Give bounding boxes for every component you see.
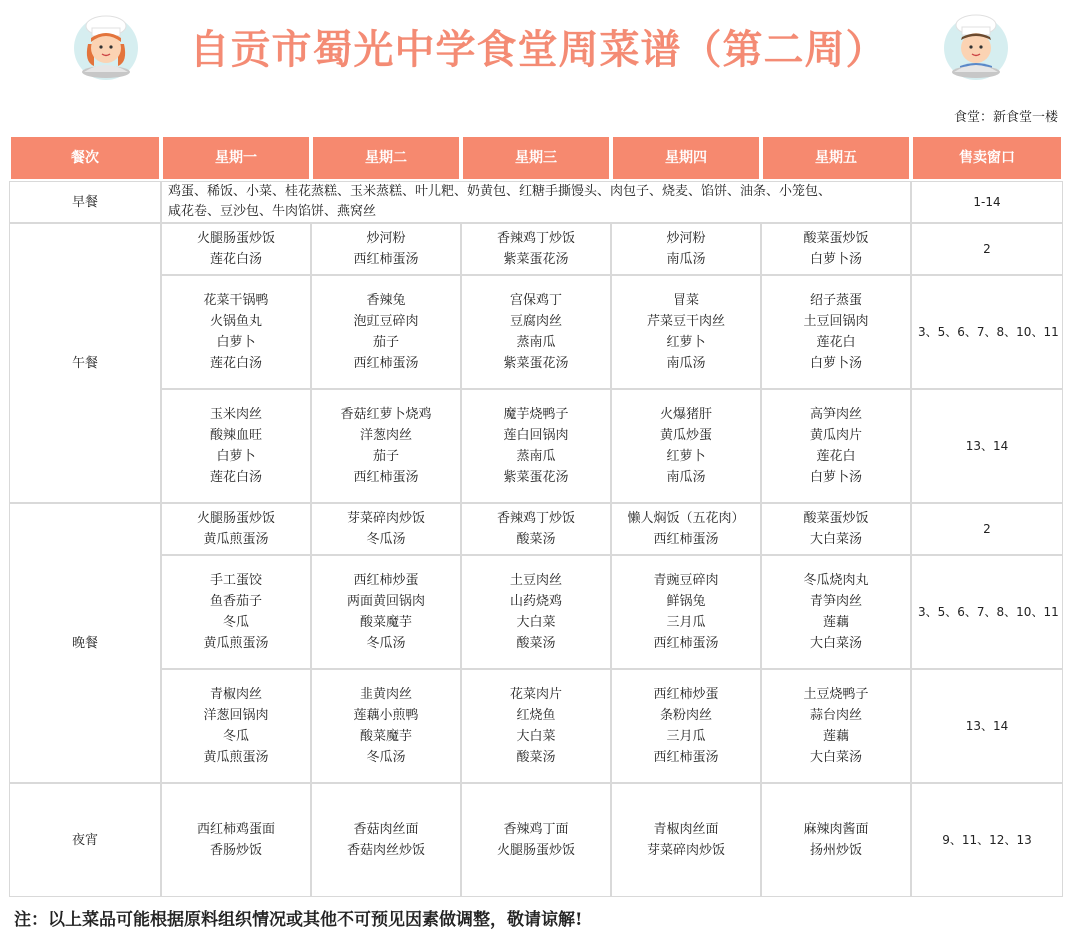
dinner-row	[9, 555, 1063, 669]
dish: 芹菜豆干肉丝	[646, 314, 725, 329]
dish: 茄子	[372, 449, 399, 464]
column-header-monday: 星期一	[161, 135, 311, 181]
dish-cell	[311, 503, 461, 555]
dish: 冒菜	[672, 293, 699, 308]
dish: 黄瓜炒蛋	[659, 428, 712, 443]
dish: 莲藕	[822, 615, 849, 630]
dish: 酸菜汤	[516, 636, 556, 651]
dish: 西红柿蛋汤	[353, 470, 419, 485]
dish: 冬瓜汤	[366, 532, 406, 547]
breakfast-items-line: 咸花卷、豆沙包、牛肉馅饼、燕窝丝	[168, 204, 377, 219]
dish: 莲花白	[816, 335, 856, 350]
page-title: 自贡市蜀光中学食堂周菜谱（第二周）	[189, 27, 887, 73]
meal-label-lunch: 午餐	[9, 223, 161, 503]
dish: 南瓜汤	[666, 470, 706, 485]
footer-note: 注：以上菜品可能根据原料组织情况或其他不可预见因素做调整，敬请谅解!	[14, 910, 583, 930]
dish: 鲜锅兔	[666, 594, 706, 609]
dish: 火锅鱼丸	[209, 314, 262, 329]
dish: 西红柿蛋汤	[653, 750, 719, 765]
dish: 西红柿蛋汤	[653, 532, 719, 547]
dish: 红烧鱼	[516, 708, 556, 723]
dish: 香辣鸡丁炒饭	[496, 231, 575, 246]
dish: 洋葱回锅肉	[203, 708, 269, 723]
dish-cell	[161, 389, 311, 503]
dish: 香辣兔	[366, 293, 406, 308]
dish: 条粉肉丝	[659, 708, 712, 723]
dish: 青椒肉丝	[209, 687, 262, 702]
dish: 三月瓜	[666, 729, 706, 744]
dish: 土豆肉丝	[509, 573, 562, 588]
dish-cell	[461, 503, 611, 555]
dish: 青豌豆碎肉	[653, 573, 719, 588]
dish-cell	[461, 555, 611, 669]
meal-label-supper: 夜宵	[9, 783, 161, 897]
dish: 蒜台肉丝	[809, 708, 862, 723]
dish: 香菇红萝卜烧鸡	[340, 407, 432, 422]
dish: 冬瓜烧肉丸	[803, 573, 869, 588]
dish: 鱼香茄子	[209, 594, 262, 609]
dish: 西红柿鸡蛋面	[196, 822, 275, 837]
dish: 大白菜	[516, 615, 556, 630]
dish: 大白菜汤	[809, 532, 862, 547]
dish: 莲藕小煎鸭	[353, 708, 419, 723]
dish: 大白菜汤	[809, 750, 862, 765]
window-cell: 2	[911, 223, 1063, 275]
header-row	[9, 135, 1063, 181]
dish: 红萝卜	[666, 449, 706, 464]
dish-cell	[761, 275, 911, 389]
dish: 莲花白汤	[209, 470, 262, 485]
dish-cell	[161, 223, 311, 275]
dish: 火腿肠蛋炒饭	[196, 231, 275, 246]
dish: 黄瓜煎蛋汤	[203, 750, 269, 765]
dish: 香菇肉丝面	[353, 822, 419, 837]
dish: 白萝卜汤	[809, 356, 862, 371]
window-cell: 13、14	[911, 669, 1063, 783]
window-cell: 13、14	[911, 389, 1063, 503]
dish-cell	[311, 223, 461, 275]
dish: 花菜干锅鸭	[203, 293, 269, 308]
lunch-row	[9, 223, 1063, 275]
dish-cell	[311, 669, 461, 783]
dish-cell	[611, 555, 761, 669]
dish: 手工蛋饺	[209, 573, 262, 588]
dish-cell	[761, 389, 911, 503]
dish: 玉米肉丝	[209, 407, 262, 422]
dish-cell	[761, 555, 911, 669]
dish-cell	[461, 783, 611, 897]
dish: 懒人焖饭（五花肉）	[627, 511, 745, 526]
dish: 炒河粉	[666, 231, 706, 246]
dish-cell	[611, 503, 761, 555]
menu-table	[9, 135, 1063, 897]
dish: 紫菜蛋花汤	[503, 252, 569, 267]
dish: 土豆烧鸭子	[803, 687, 869, 702]
dish: 香菇肉丝炒饭	[346, 843, 425, 858]
dish-cell	[311, 389, 461, 503]
dish-cell	[611, 389, 761, 503]
dish-cell	[161, 669, 311, 783]
dish: 黄瓜肉片	[809, 428, 862, 443]
dish: 冬瓜汤	[366, 750, 406, 765]
dish: 莲藕	[822, 729, 849, 744]
dish-cell	[761, 783, 911, 897]
dish: 酸菜魔芋	[359, 729, 412, 744]
dish: 南瓜汤	[666, 356, 706, 371]
dish: 冬瓜	[222, 729, 249, 744]
dish: 花菜肉片	[509, 687, 562, 702]
dish: 青笋肉丝	[809, 594, 862, 609]
dish: 西红柿炒蛋	[353, 573, 419, 588]
dinner-row	[9, 669, 1063, 783]
dish: 莲花白	[816, 449, 856, 464]
dish: 芽菜碎肉炒饭	[646, 843, 725, 858]
dish-cell	[161, 275, 311, 389]
column-header-friday: 星期五	[761, 135, 911, 181]
column-header-thursday: 星期四	[611, 135, 761, 181]
column-header-meal: 餐次	[9, 135, 161, 181]
dish: 香肠炒饭	[209, 843, 262, 858]
supper-row	[9, 783, 1063, 897]
dish-cell	[461, 275, 611, 389]
dish: 莲花白汤	[209, 252, 262, 267]
dish: 酸菜蛋炒饭	[803, 511, 869, 526]
breakfast-row	[9, 181, 1063, 223]
window-cell: 2	[911, 503, 1063, 555]
dish-cell	[611, 223, 761, 275]
dish: 大白菜	[516, 729, 556, 744]
dish: 冬瓜	[222, 615, 249, 630]
dish: 火腿肠蛋炒饭	[196, 511, 275, 526]
dish: 黄瓜煎蛋汤	[203, 532, 269, 547]
dish: 酸菜魔芋	[359, 615, 412, 630]
window-cell: 3、5、6、7、8、10、11	[911, 555, 1063, 669]
lunch-row	[9, 275, 1063, 389]
dish: 扬州炒饭	[809, 843, 862, 858]
dish: 西红柿蛋汤	[353, 252, 419, 267]
dish: 西红柿蛋汤	[353, 356, 419, 371]
dish: 香辣鸡丁炒饭	[496, 511, 575, 526]
window-cell: 3、5、6、7、8、10、11	[911, 275, 1063, 389]
dish: 黄瓜煎蛋汤	[203, 636, 269, 651]
dish: 白萝卜	[216, 449, 256, 464]
chef-boy-icon	[940, 10, 1012, 82]
dish-cell	[461, 669, 611, 783]
meal-label-breakfast: 早餐	[9, 181, 161, 223]
dish-cell	[761, 503, 911, 555]
dish: 红萝卜	[666, 335, 706, 350]
column-header-window: 售卖窗口	[911, 135, 1063, 181]
dish: 高笋肉丝	[809, 407, 862, 422]
dish: 茄子	[372, 335, 399, 350]
dish: 酸菜蛋炒饭	[803, 231, 869, 246]
window-cell: 9、11、12、13	[911, 783, 1063, 897]
dish-cell	[311, 275, 461, 389]
dish: 白萝卜	[216, 335, 256, 350]
dish: 酸辣血旺	[209, 428, 262, 443]
dish: 紫菜蛋花汤	[503, 356, 569, 371]
dish: 白萝卜汤	[809, 470, 862, 485]
dish: 土豆回锅肉	[803, 314, 869, 329]
dish: 麻辣肉酱面	[803, 822, 869, 837]
dish: 芽菜碎肉炒饭	[346, 511, 425, 526]
dish: 蒸南瓜	[516, 335, 556, 350]
dish: 三月瓜	[666, 615, 706, 630]
dish-cell	[761, 223, 911, 275]
column-header-tuesday: 星期二	[311, 135, 461, 181]
dish: 莲花白汤	[209, 356, 262, 371]
dish: 洋葱肉丝	[359, 428, 412, 443]
meal-label-dinner: 晚餐	[9, 503, 161, 783]
dish: 白萝卜汤	[809, 252, 862, 267]
dish: 韭黄肉丝	[359, 687, 412, 702]
lunch-row	[9, 389, 1063, 503]
dish: 火腿肠蛋炒饭	[496, 843, 575, 858]
dish: 豆腐肉丝	[509, 314, 562, 329]
breakfast-items-line: 鸡蛋、稀饭、小菜、桂花蒸糕、玉米蒸糕、叶儿粑、奶黄包、红糖手撕馒头、肉包子、烧麦、馅饼、油条、小笼包、	[168, 184, 832, 199]
canteen-label: 食堂：新食堂一楼	[953, 110, 1058, 125]
dish-cell	[611, 669, 761, 783]
dish: 炒河粉	[366, 231, 406, 246]
dish: 莲白回锅肉	[503, 428, 569, 443]
dish-cell	[161, 503, 311, 555]
dish: 火爆猪肝	[659, 407, 712, 422]
dish: 紫菜蛋花汤	[503, 470, 569, 485]
dish: 两面黄回锅肉	[346, 594, 425, 609]
dish-cell	[761, 669, 911, 783]
dish-cell	[311, 555, 461, 669]
window-cell: 1-14	[911, 181, 1063, 223]
dish-cell	[611, 275, 761, 389]
dish: 绍子蒸蛋	[809, 293, 862, 308]
dish: 青椒肉丝面	[653, 822, 719, 837]
dish: 香辣鸡丁面	[503, 822, 569, 837]
dish-cell	[311, 783, 461, 897]
dish-cell	[461, 223, 611, 275]
dish-cell	[611, 783, 761, 897]
dish: 南瓜汤	[666, 252, 706, 267]
dish-cell	[461, 389, 611, 503]
dish: 酸菜汤	[516, 750, 556, 765]
dish: 泡豇豆碎肉	[353, 314, 419, 329]
dish: 西红柿蛋汤	[653, 636, 719, 651]
breakfast-items	[161, 181, 911, 223]
dish: 宫保鸡丁	[509, 293, 562, 308]
dish: 酸菜汤	[516, 532, 556, 547]
dish-cell	[161, 783, 311, 897]
dish: 魔芋烧鸭子	[503, 407, 569, 422]
dish: 山药烧鸡	[509, 594, 562, 609]
column-header-wednesday: 星期三	[461, 135, 611, 181]
dish-cell	[161, 555, 311, 669]
dish: 西红柿炒蛋	[653, 687, 719, 702]
dish: 冬瓜汤	[366, 636, 406, 651]
dish: 大白菜汤	[809, 636, 862, 651]
dish: 蒸南瓜	[516, 449, 556, 464]
dinner-row	[9, 503, 1063, 555]
